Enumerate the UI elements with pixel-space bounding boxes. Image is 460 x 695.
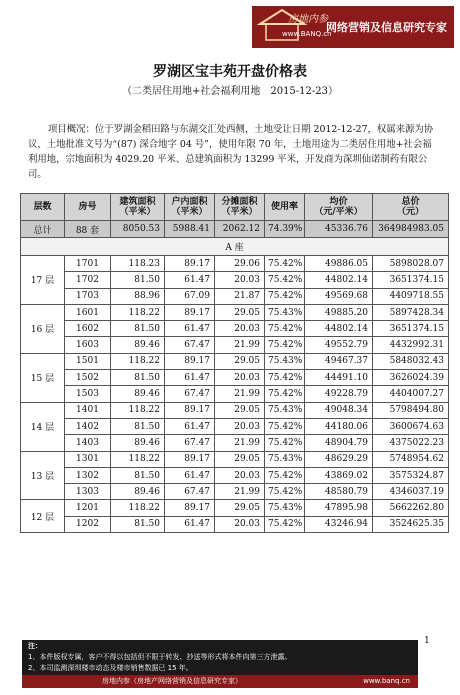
unit-price-cell: 43246.94 [305, 516, 373, 532]
brand-site: www.BANQ.cn [282, 30, 332, 38]
table-row [21, 516, 449, 532]
total-price-cell: 3651374.15 [373, 272, 449, 288]
total-price-cell: 5662262.80 [373, 500, 449, 516]
unit-price-cell: 49552.79 [305, 337, 373, 353]
project-overview: 项目概况：位于罗湖金稻田路与东湖交汇处西侧，土地受让日期 2012-12-27，权属来源为协议，土地批准文号为“(87) 深合地字 04 号”，使用年限 70 年，土地用途为二类居住用地+社会福利用地，宗地面积为 4029.20 平米、总建筑面积为 13299 平米，开发商为深圳仙诺制药有限公司。 [28, 124, 434, 180]
unit-price-cell: 49228.79 [305, 386, 373, 402]
header-build-area: 建筑面积 （平米） [111, 194, 165, 221]
total-price-cell: 3524625.35 [373, 516, 449, 532]
shared-area-cell: 29.05 [215, 451, 265, 467]
section-row [21, 238, 449, 256]
build-area-cell: 81.50 [111, 370, 165, 386]
usage-rate-cell: 75.43% [265, 500, 305, 516]
room-number-cell: 1303 [65, 484, 111, 500]
page-subtitle: （二类居住用地+社会福利用地 2015-12-23） [121, 86, 339, 97]
table-row [21, 288, 449, 304]
inner-area-cell: 89.17 [165, 451, 215, 467]
inner-area-cell: 67.09 [165, 288, 215, 304]
table-row [21, 353, 449, 369]
usage-rate-cell: 75.42% [265, 256, 305, 272]
floor-label: 17 层 [21, 256, 65, 305]
usage-rate-cell: 75.42% [265, 386, 305, 402]
shared-area-cell: 21.99 [215, 386, 265, 402]
inner-area-cell: 89.17 [165, 353, 215, 369]
unit-price-cell: 47895.98 [305, 500, 373, 516]
build-area-cell: 81.50 [111, 418, 165, 434]
total-price-cell: 4346037.19 [373, 484, 449, 500]
notes-line-1: 1、本件版权专属，客户不得以包括但不限于转发、抄送等形式将本件向第三方泄露。 [28, 653, 292, 661]
shared-area-cell: 29.05 [215, 353, 265, 369]
inner-area-cell: 89.17 [165, 500, 215, 516]
total-price-cell: 3600674.63 [373, 418, 449, 434]
unit-price-cell: 49886.05 [305, 256, 373, 272]
footer-bar [22, 675, 418, 688]
floor-label: 13 层 [21, 451, 65, 500]
header-unit-price: 均价 （元/平米） [305, 194, 373, 221]
total-usage: 74.39% [265, 221, 305, 238]
room-number-cell: 1601 [65, 304, 111, 320]
shared-area-cell: 20.03 [215, 418, 265, 434]
build-area-cell: 89.46 [111, 337, 165, 353]
shared-area-cell: 29.05 [215, 304, 265, 320]
usage-rate-cell: 75.42% [265, 337, 305, 353]
shared-area-cell: 20.03 [215, 272, 265, 288]
inner-area-cell: 61.47 [165, 370, 215, 386]
room-number-cell: 1403 [65, 435, 111, 451]
inner-area-cell: 67.47 [165, 386, 215, 402]
unit-price-cell: 44802.14 [305, 321, 373, 337]
room-number-cell: 1602 [65, 321, 111, 337]
total-price-cell: 5898028.07 [373, 256, 449, 272]
total-label: 总计 [21, 221, 65, 238]
notes-label: 注： [28, 642, 42, 650]
total-price-cell: 3651374.15 [373, 321, 449, 337]
build-area-cell: 81.50 [111, 467, 165, 483]
inner-area-cell: 67.47 [165, 337, 215, 353]
table-header-row [21, 194, 449, 221]
room-number-cell: 1402 [65, 418, 111, 434]
unit-price-cell: 49569.68 [305, 288, 373, 304]
shared-area-cell: 20.03 [215, 370, 265, 386]
room-number-cell: 1401 [65, 402, 111, 418]
shared-area-cell: 20.03 [215, 321, 265, 337]
room-number-cell: 1701 [65, 256, 111, 272]
shared-area-cell: 29.05 [215, 402, 265, 418]
shared-area-cell: 29.06 [215, 256, 265, 272]
table-row [21, 370, 449, 386]
inner-area-cell: 61.47 [165, 516, 215, 532]
total-price-cell: 5798494.80 [373, 402, 449, 418]
build-area-cell: 118.22 [111, 353, 165, 369]
table-row [21, 256, 449, 272]
build-area-cell: 89.46 [111, 484, 165, 500]
header-shared-area: 分摊面积 （平米） [215, 194, 265, 221]
floor-label: 15 层 [21, 353, 65, 402]
total-price-cell: 3575324.87 [373, 467, 449, 483]
floor-label: 12 层 [21, 500, 65, 533]
room-number-cell: 1501 [65, 353, 111, 369]
usage-rate-cell: 75.42% [265, 370, 305, 386]
table-row [21, 304, 449, 320]
build-area-cell: 81.50 [111, 516, 165, 532]
inner-area-cell: 89.17 [165, 304, 215, 320]
table-row [21, 402, 449, 418]
floor-label: 14 层 [21, 402, 65, 451]
total-price-cell: 4375022.23 [373, 435, 449, 451]
notes-box [22, 640, 418, 675]
usage-rate-cell: 75.42% [265, 435, 305, 451]
shared-area-cell: 21.99 [215, 337, 265, 353]
footer-url: www.banq.cn [363, 677, 410, 685]
usage-rate-cell: 75.42% [265, 321, 305, 337]
usage-rate-cell: 75.42% [265, 288, 305, 304]
brand-logo-text: 房地内参 [288, 14, 328, 25]
table-row [21, 467, 449, 483]
usage-rate-cell: 75.42% [265, 418, 305, 434]
room-number-cell: 1702 [65, 272, 111, 288]
table-row [21, 451, 449, 467]
header-room: 房号 [65, 194, 111, 221]
table-row [21, 337, 449, 353]
usage-rate-cell: 75.42% [265, 272, 305, 288]
build-area-cell: 81.50 [111, 272, 165, 288]
table-row [21, 418, 449, 434]
unit-price-cell: 44802.14 [305, 272, 373, 288]
usage-rate-cell: 75.42% [265, 467, 305, 483]
inner-area-cell: 61.47 [165, 321, 215, 337]
total-price-cell: 3626024.39 [373, 370, 449, 386]
total-build-area: 8050.53 [111, 221, 165, 238]
room-number-cell: 1603 [65, 337, 111, 353]
shared-area-cell: 29.05 [215, 500, 265, 516]
shared-area-cell: 20.03 [215, 467, 265, 483]
table-row [21, 321, 449, 337]
build-area-cell: 118.22 [111, 304, 165, 320]
table-row [21, 272, 449, 288]
unit-price-cell: 49048.34 [305, 402, 373, 418]
unit-price-cell: 48904.79 [305, 435, 373, 451]
shared-area-cell: 21.99 [215, 484, 265, 500]
unit-price-cell: 49885.20 [305, 304, 373, 320]
unit-price-cell: 44180.06 [305, 418, 373, 434]
build-area-cell: 118.22 [111, 500, 165, 516]
room-number-cell: 1703 [65, 288, 111, 304]
build-area-cell: 89.46 [111, 435, 165, 451]
total-price-cell: 4432992.31 [373, 337, 449, 353]
inner-area-cell: 61.47 [165, 467, 215, 483]
section-label: A 座 [21, 238, 449, 256]
page-number: 1 [424, 636, 430, 646]
inner-area-cell: 61.47 [165, 418, 215, 434]
header-total-price: 总价 （元） [373, 194, 449, 221]
inner-area-cell: 67.47 [165, 484, 215, 500]
total-total-price: 364984983.05 [373, 221, 449, 238]
table-row [21, 500, 449, 516]
total-price-cell: 5897428.34 [373, 304, 449, 320]
total-shared-area: 2062.12 [215, 221, 265, 238]
table-row [21, 484, 449, 500]
table-row [21, 435, 449, 451]
room-number-cell: 1302 [65, 467, 111, 483]
total-price-cell: 5748954.62 [373, 451, 449, 467]
room-number-cell: 1502 [65, 370, 111, 386]
notes-line-2: 2、本司监测深圳楼市动态及楼市销售数据已 15 年。 [28, 664, 193, 672]
shared-area-cell: 20.03 [215, 516, 265, 532]
build-area-cell: 81.50 [111, 321, 165, 337]
brand-banner [252, 6, 454, 48]
unit-price-cell: 43869.02 [305, 467, 373, 483]
unit-price-cell: 48629.29 [305, 451, 373, 467]
usage-rate-cell: 75.42% [265, 484, 305, 500]
usage-rate-cell: 75.43% [265, 353, 305, 369]
room-number-cell: 1201 [65, 500, 111, 516]
build-area-cell: 118.22 [111, 451, 165, 467]
room-number-cell: 1301 [65, 451, 111, 467]
usage-rate-cell: 75.42% [265, 516, 305, 532]
unit-price-cell: 44491.10 [305, 370, 373, 386]
table-row [21, 386, 449, 402]
room-number-cell: 1503 [65, 386, 111, 402]
total-row [21, 221, 449, 238]
unit-price-cell: 48580.79 [305, 484, 373, 500]
unit-price-cell: 49467.37 [305, 353, 373, 369]
shared-area-cell: 21.99 [215, 435, 265, 451]
total-rooms: 88 套 [65, 221, 111, 238]
shared-area-cell: 21.87 [215, 288, 265, 304]
build-area-cell: 118.22 [111, 402, 165, 418]
total-price-cell: 4409718.55 [373, 288, 449, 304]
total-inner-area: 5988.41 [165, 221, 215, 238]
price-table [20, 193, 449, 533]
inner-area-cell: 89.17 [165, 256, 215, 272]
usage-rate-cell: 75.43% [265, 451, 305, 467]
build-area-cell: 118.23 [111, 256, 165, 272]
build-area-cell: 88.96 [111, 288, 165, 304]
inner-area-cell: 89.17 [165, 402, 215, 418]
header-inner-area: 户内面积 （平米） [165, 194, 215, 221]
header-floor: 层数 [21, 194, 65, 221]
brand-slogan: 网络营销及信息研究专家 [326, 21, 447, 34]
inner-area-cell: 67.47 [165, 435, 215, 451]
room-number-cell: 1202 [65, 516, 111, 532]
total-price-cell: 5848032.43 [373, 353, 449, 369]
usage-rate-cell: 75.43% [265, 304, 305, 320]
header-usage: 使用率 [265, 194, 305, 221]
floor-label: 16 层 [21, 304, 65, 353]
total-unit-price: 45336.76 [305, 221, 373, 238]
total-price-cell: 4404007.27 [373, 386, 449, 402]
inner-area-cell: 61.47 [165, 272, 215, 288]
build-area-cell: 89.46 [111, 386, 165, 402]
usage-rate-cell: 75.43% [265, 402, 305, 418]
footer-text: 房地内参（房地产网络营销及信息研究专家） [102, 677, 242, 685]
page-title: 罗湖区宝丰苑开盘价格表 [153, 64, 307, 80]
